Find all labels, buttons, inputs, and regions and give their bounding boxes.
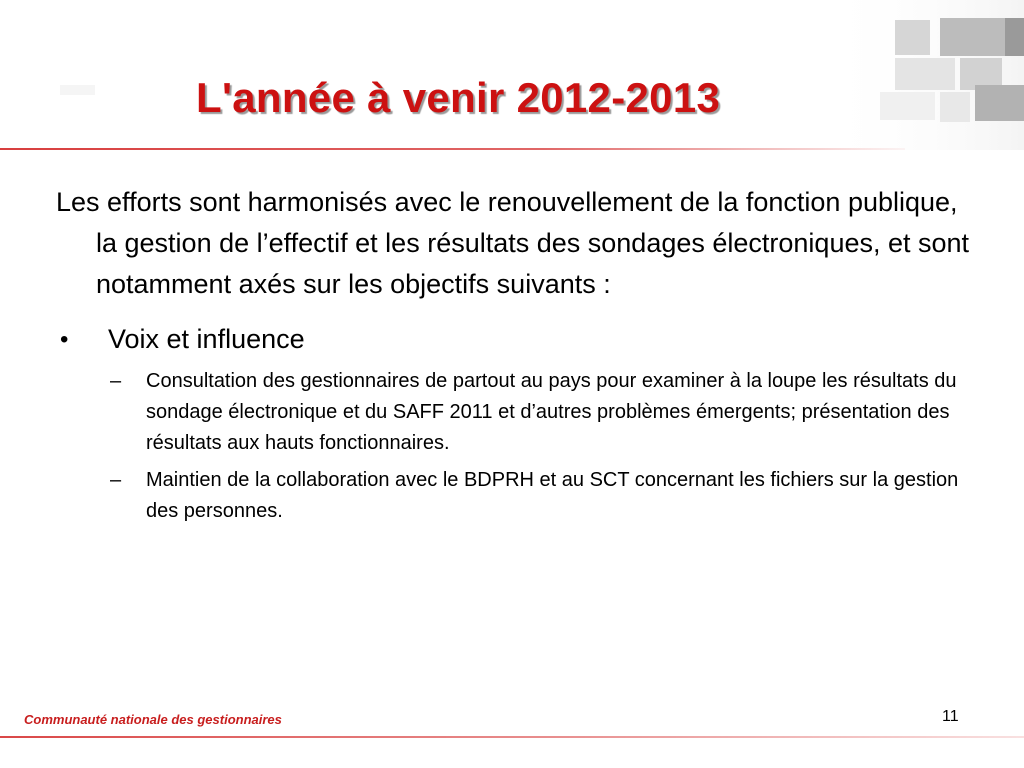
bullet-dot-icon: •: [60, 326, 69, 353]
dash-icon: –: [110, 469, 122, 491]
subpoint-item: [110, 465, 976, 527]
page-number: 11: [942, 708, 959, 725]
subpoint-item: [110, 366, 976, 459]
slide-title: L'année à venir 2012-2013: [196, 74, 721, 121]
title-divider: [0, 148, 905, 150]
slide-body: [56, 182, 976, 533]
footer-organization: Communauté nationale des gestionnaires: [24, 712, 282, 727]
dash-icon: –: [110, 370, 122, 392]
bullet-text: Voix et influence: [108, 324, 305, 354]
subpoint-text: Consultation des gestionnaires de partout au pays pour examiner à la loupe les résultats du sondage électronique et du SAFF 2011 et d’autres problèmes émergents; présentation des résultats aux hauts fonctionnaires.: [146, 370, 957, 454]
subpoint-text: Maintien de la collaboration avec le BDPRH et au SCT concernant les fichiers sur la gestion des personnes.: [146, 469, 959, 522]
bullet-item: [56, 319, 976, 360]
footer-divider: [0, 736, 1024, 738]
subpoint-list: [56, 366, 976, 527]
intro-paragraph: Les efforts sont harmonisés avec le renouvellement de la fonction publique, la gestion de l’effectif et les résultats des sondages électroniques, et sont notamment axés sur les objectifs suivants :: [56, 187, 970, 299]
